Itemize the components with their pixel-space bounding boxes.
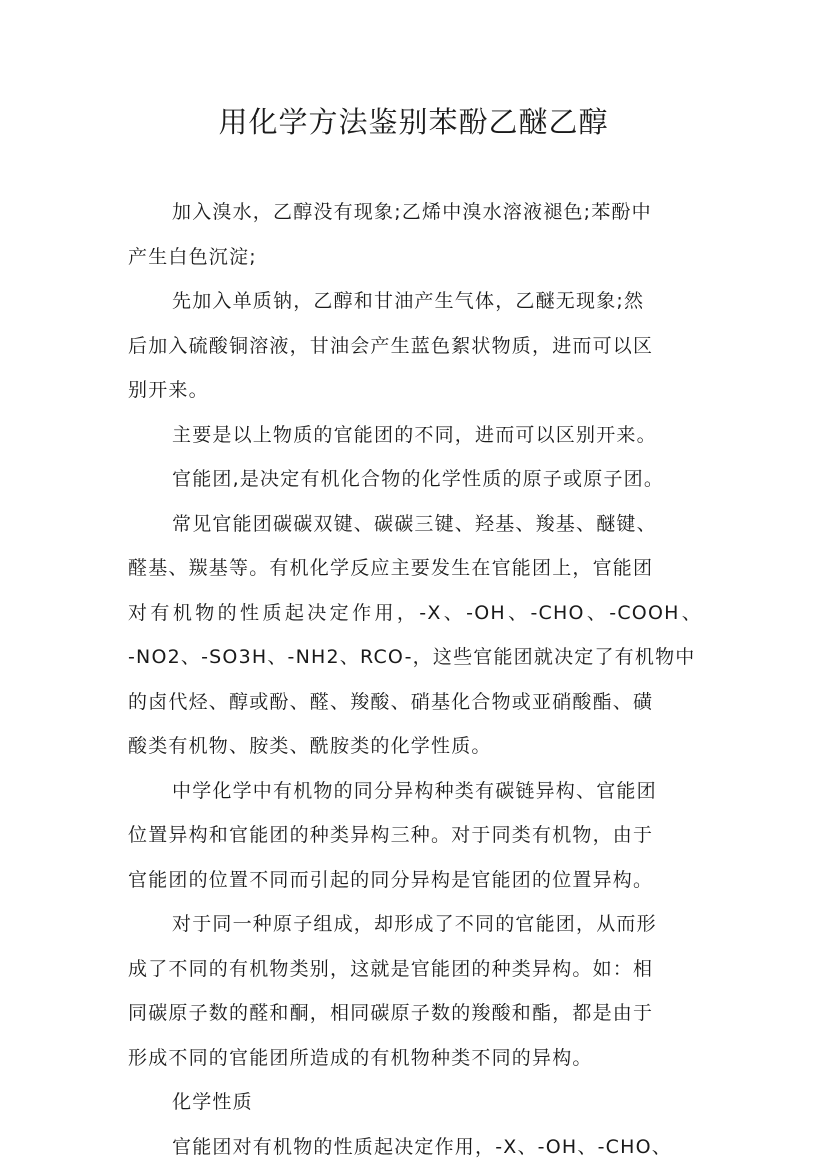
document-body: [128, 190, 702, 1169]
text-line: 产生白色沉淀;: [128, 245, 257, 268]
text-line: 中学化学中有机物的同分异构种类有碳链异构、官能团: [172, 779, 657, 802]
text-line: 醛基、羰基等。有机化学反应主要发生在官能团上，官能团: [128, 557, 654, 579]
text-line: 别开来。: [128, 379, 209, 401]
text-line: 加入溴水，乙醇没有现象;乙烯中溴水溶液褪色;苯酚中: [172, 201, 652, 223]
text-line: 化学性质: [172, 1091, 253, 1113]
text-line: 常见官能团碳碳双键、碳碳三键、羟基、羧基、醚键、: [172, 512, 657, 535]
text-line: 酸类有机物、胺类、酰胺类的化学性质。: [128, 735, 492, 757]
text-line: 成了不同的有机物类别，这就是官能团的种类异构。如：相: [128, 957, 654, 980]
text-line: 的卤代烃、醇或酚、醛、羧酸、硝基化合物或亚硝酸酯、磺: [128, 690, 654, 713]
text-line: 位置异构和官能团的种类异构三种。对于同类有机物，由于: [128, 824, 654, 846]
text-line: -NO2、-SO3H、-NH2、RCO-，这些官能团就决定了有机物中: [128, 646, 696, 668]
text-line: 对有机物的性质起决定作用，-X、-OH、-CHO、-COOH、: [128, 601, 702, 624]
text-line: 先加入单质钠，乙醇和甘油产生气体，乙醚无现象;然: [172, 290, 645, 312]
text-line: 主要是以上物质的官能团的不同，进而可以区别开来。: [172, 423, 657, 446]
text-line: 官能团的位置不同而引起的同分异构是官能团的位置异构。: [128, 868, 654, 891]
text-line: 形成不同的官能团所造成的有机物种类不同的异构。: [128, 1046, 593, 1069]
text-line: 后加入硫酸铜溶液，甘油会产生蓝色絮状物质，进而可以区: [128, 334, 654, 357]
text-line: 对于同一种原子组成，却形成了不同的官能团，从而形: [172, 913, 657, 935]
text-line: 同碳原子数的醛和酮，相同碳原子数的羧酸和酯，都是由于: [128, 1002, 654, 1024]
text-line: 官能团,是决定有机化合物的化学性质的原子或原子团。: [172, 468, 665, 490]
text-line: 官能团对有机物的性质起决定作用，-X、-OH、-CHO、: [172, 1135, 672, 1158]
document-title: 用化学方法鉴别苯酚乙醚乙醇: [218, 105, 609, 139]
